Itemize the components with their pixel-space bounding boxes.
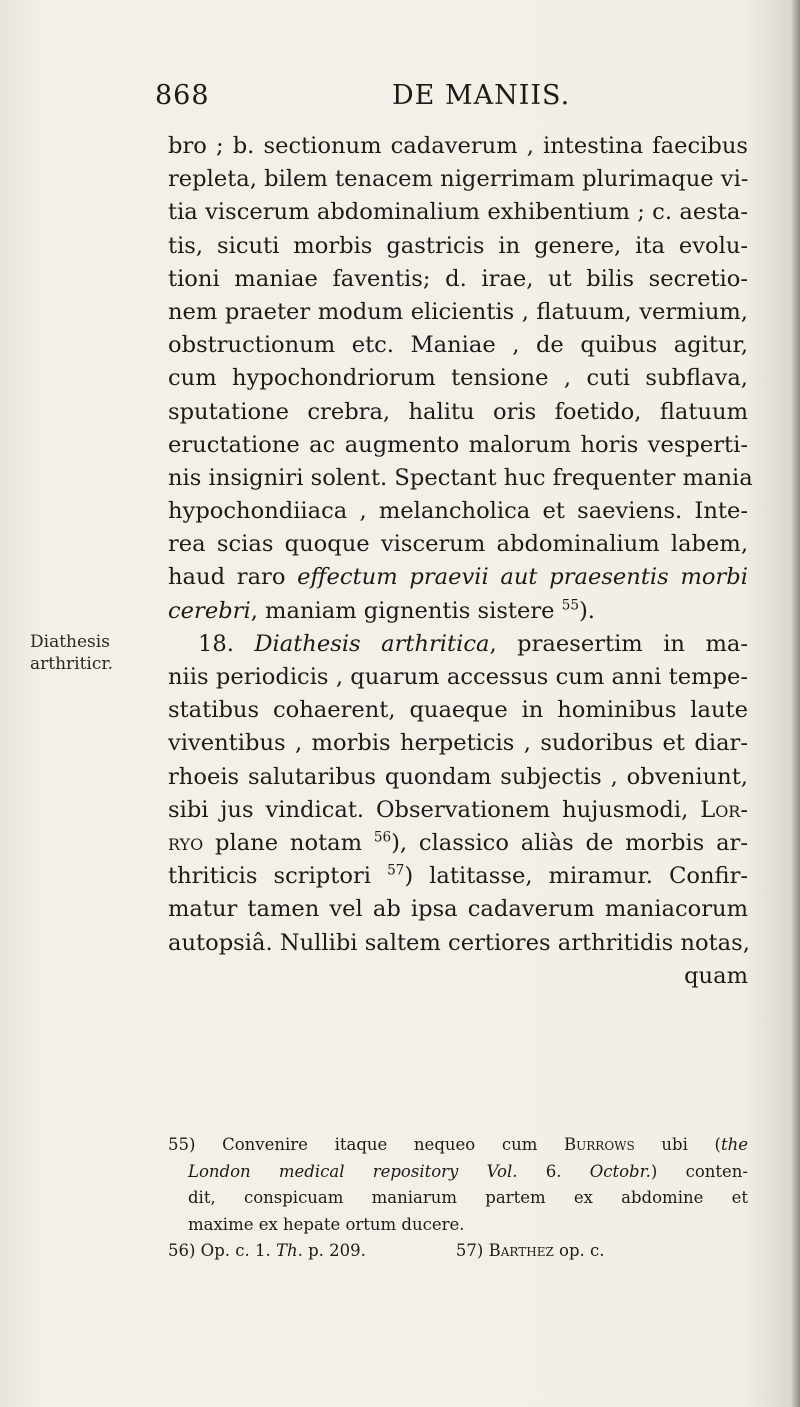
text-line: rea scias quoque viscerum abdominalium labem, [168, 531, 748, 558]
text-span: sibi jus vindicat. Observationem hujusmodi, [168, 796, 701, 823]
author-name: Burrows [564, 1135, 635, 1154]
text-span: ubi ( [634, 1135, 721, 1154]
text-line: hypochondiiaca , melancholica et saeviens. Inte- [168, 498, 748, 525]
text-line: nis insigniri solent. Spectant huc frequenter mania [168, 464, 753, 491]
text-line [168, 794, 748, 827]
text-line [168, 595, 748, 628]
text-span: ) conten- [650, 1161, 748, 1181]
text-line: viventibus , morbis herpeticis , sudoribus et diar- [168, 730, 748, 757]
italic-phrase: effectum praevii aut praesentis morbi [297, 564, 748, 591]
text-line: repleta, bilem tenacem nigerrimam plurimaque vi- [168, 166, 749, 193]
author-name: Barthez [488, 1241, 554, 1260]
text-span: plane notam [203, 829, 374, 856]
footnotes [168, 1132, 748, 1265]
author-name: ryo [168, 829, 204, 856]
text-span: 6. [517, 1161, 590, 1181]
text-span: p. 209. [302, 1241, 366, 1260]
author-name: Lor- [700, 796, 748, 823]
text-span: , praesertim in ma- [489, 630, 748, 657]
journal-title: London medical repository Vol. [188, 1161, 518, 1181]
text-line: nem praeter modum elicientis , flatuum, vermium, [168, 298, 748, 325]
footnote-ref: 56 [373, 829, 392, 846]
footnote-line: maxime ex hepate ortum ducere. [188, 1214, 465, 1234]
italic-word: Octobr. [589, 1161, 651, 1181]
text-line: cum hypochondriorum tensione , cuti subflava, [168, 365, 748, 392]
text-span: op. c. [553, 1241, 605, 1260]
text-line: autopsiâ. Nullibi saltem certiores arthritidis notas, [168, 929, 750, 956]
text-span: , maniam gignentis sistere [250, 597, 562, 624]
running-head: DE MANIIS. [392, 80, 571, 111]
page-edge-shadow [792, 0, 800, 1407]
text-span: 55) Convenire itaque nequeo cum [168, 1135, 565, 1154]
margin-note [30, 631, 113, 675]
text-line: rhoeis salutaribus quondam subjectis , obveniunt, [168, 763, 748, 790]
text-line: eructatione ac augmento malorum horis vesperti- [168, 431, 748, 458]
text-line: tis, sicuti morbis gastricis in genere, ita evolu- [168, 232, 748, 259]
text-line: niis periodicis , quarum accessus cum anni tempe- [168, 664, 748, 690]
text-span: ), classico aliàs de morbis ar- [391, 829, 748, 856]
footnote-line [168, 1132, 748, 1159]
margin-note-line-1: Diathesis [30, 632, 110, 652]
text-line: sputatione crebra, halitu oris foetido, flatuum [168, 398, 748, 425]
margin-note-line-2: arthriticr. [30, 654, 114, 674]
text-line [168, 628, 748, 661]
text-line: matur tamen vel ab ipsa cadaverum maniacorum [168, 896, 748, 923]
text-span: ). [578, 597, 595, 624]
text-line: statibus cohaerent, quaeque in hominibus laute [168, 697, 748, 724]
text-line: bro ; b. sectionum cadaverum , intestina faecibus [168, 133, 748, 159]
text-line: obstructionum etc. Maniae , de quibus agitur, [168, 332, 748, 359]
text-span: ) latitasse, miramur. Confir- [404, 863, 749, 890]
italic-word: Th. [275, 1241, 303, 1260]
text-span: 57) [455, 1241, 489, 1260]
page-header [0, 80, 800, 120]
text-line: tioni maniae faventis; d. irae, ut bilis secretio- [168, 265, 748, 292]
text-line [168, 860, 748, 893]
footnote-line: dit, conspicuam maniarum partem ex abdomine et [188, 1188, 748, 1207]
page-number: 868 [155, 80, 210, 111]
footnote-line [168, 1238, 748, 1265]
text-span: thriticis scriptori [168, 863, 388, 890]
text-line: tia viscerum abdominalium exhibentium ; c. aesta- [168, 199, 748, 226]
text-span: 56) Op. c. 1. [168, 1241, 276, 1260]
main-text [168, 130, 753, 993]
section-number: 18. [198, 630, 255, 657]
italic-word: cerebri [168, 597, 251, 624]
text-line [168, 827, 748, 860]
footnote-line [168, 1159, 748, 1186]
text-span: haud raro [168, 564, 298, 591]
italic-word: the [720, 1135, 748, 1154]
footnote-ref: 55 [561, 597, 579, 614]
section-title: Diathesis arthritica [254, 630, 490, 657]
catchword: quam [684, 962, 748, 989]
text-line [168, 561, 748, 594]
footnote-ref: 57 [387, 862, 405, 879]
